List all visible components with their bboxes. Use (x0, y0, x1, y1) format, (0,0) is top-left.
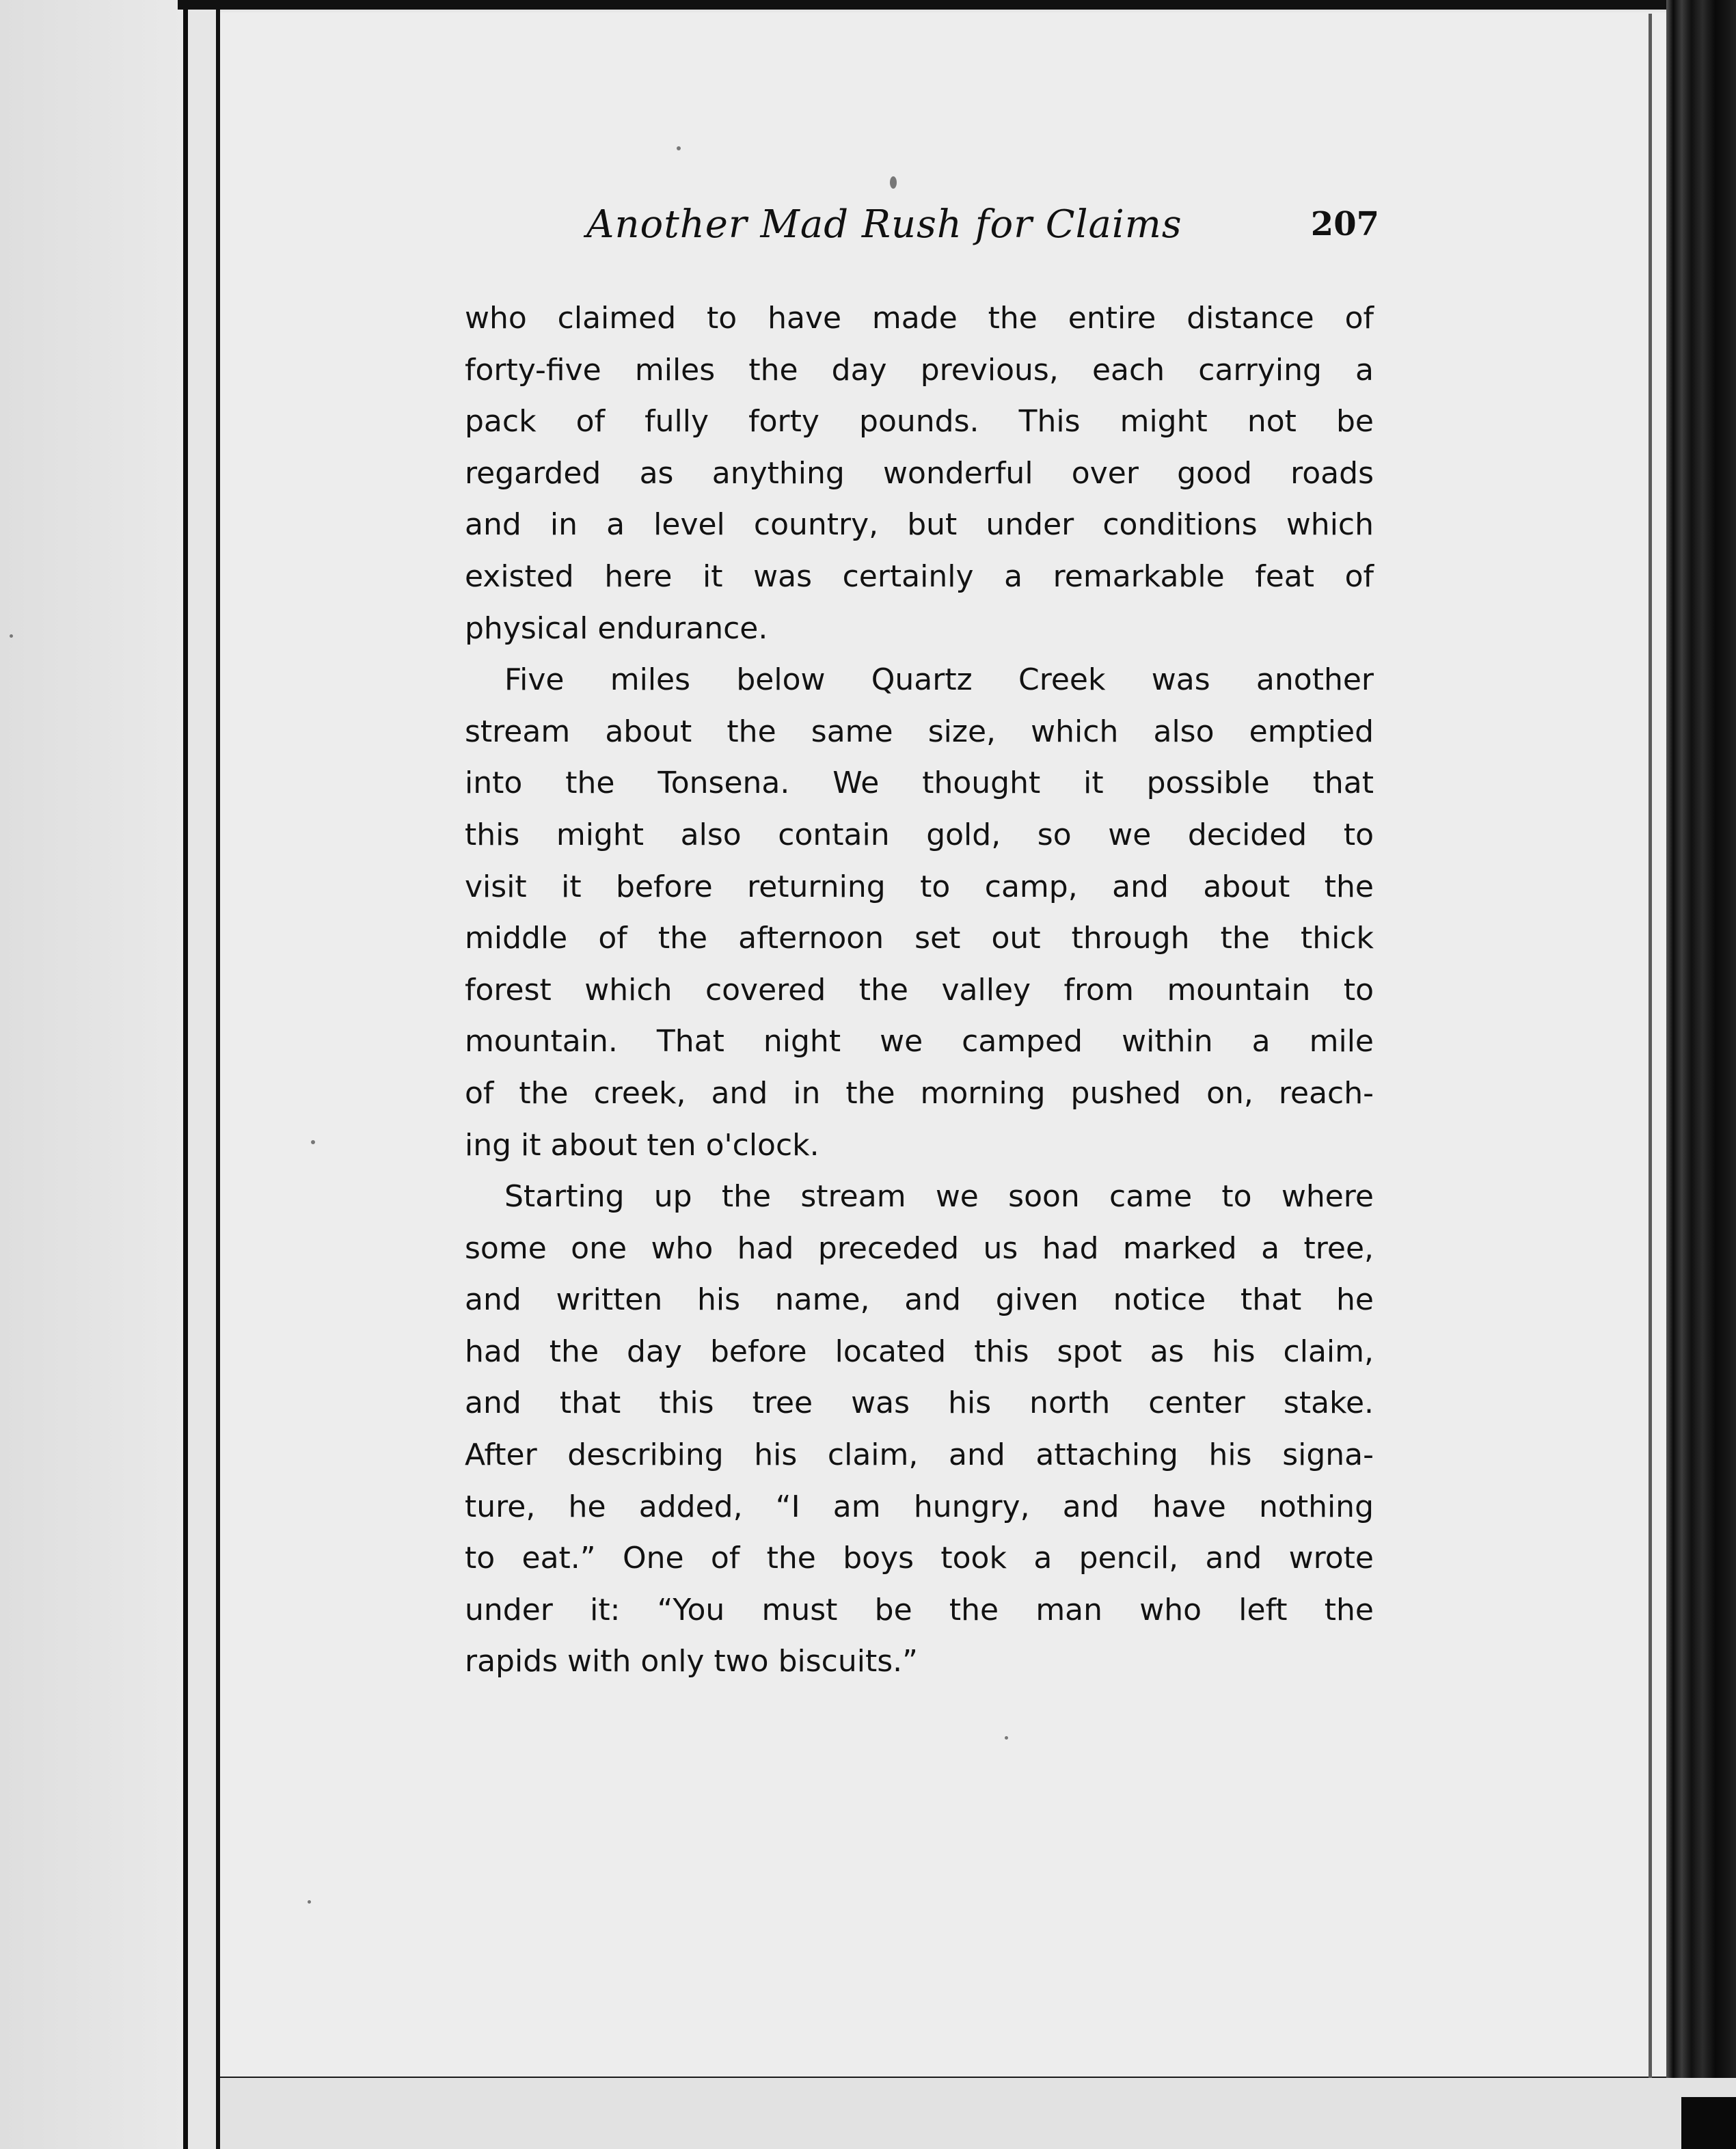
text-line: forty-five miles the day previous, each carrying a (465, 352, 1374, 388)
page-edge-right-line (1649, 14, 1652, 2078)
text-line: into the Tonsena. We thought it possible that (465, 766, 1374, 801)
text-line: this might also contain gold, so we decided to (465, 817, 1374, 852)
text-line: and written his name, and given notice that he (465, 1282, 1374, 1318)
text-line: ing it about ten o'clock. (465, 1127, 819, 1163)
text-line: ture, he added, “I am hungry, and have nothing (465, 1489, 1374, 1524)
text-line: middle of the afternoon set out through the thick (465, 921, 1374, 956)
chapter-title: Another Mad Rush for Claims (586, 202, 1182, 247)
text-line: of the creek, and in the morning pushed on, reach- (465, 1075, 1374, 1111)
text-line: some one who had preceded us had marked a tree, (465, 1230, 1374, 1266)
top-edge-shadow (178, 0, 1681, 10)
text-line: to eat.” One of the boys took a pencil, and wrote (465, 1541, 1374, 1576)
text-line: mountain. That night we camped within a mile (465, 1024, 1374, 1059)
left-page-margin (0, 0, 183, 2149)
text-line: forest which covered the valley from mountain to (465, 972, 1374, 1008)
paragraph-first-line: Starting up the stream we soon came to where (504, 1179, 1374, 1215)
text-line: had the day before located this spot as his claim, (465, 1334, 1374, 1369)
bottom-margin (220, 2078, 1736, 2149)
bottom-corner-shadow (1681, 2097, 1736, 2149)
page-stack-edge (1666, 0, 1736, 2149)
text-line: visit it before returning to camp, and about the (465, 869, 1374, 904)
text-line: who claimed to have made the entire distance of (465, 301, 1374, 336)
text-line: After describing his claim, and attaching his signa- (465, 1437, 1374, 1473)
page-number: 207 (1310, 205, 1379, 243)
text-line: under it: “You must be the man who left the (465, 1592, 1374, 1627)
text-line: and that this tree was his north center stake. (465, 1386, 1374, 1421)
gutter-shadow-line (183, 0, 188, 2149)
running-head (586, 202, 1379, 257)
text-line: regarded as anything wonderful over good roads (465, 455, 1374, 491)
text-line: existed here it was certainly a remarkable feat of (465, 558, 1374, 594)
text-line: stream about the same size, which also emptied (465, 714, 1374, 749)
body-text (465, 293, 1374, 1688)
paragraph-first-line: Five miles below Quartz Creek was another (504, 662, 1374, 698)
text-line: physical endurance. (465, 610, 768, 646)
text-line: pack of fully forty pounds. This might not be (465, 404, 1374, 440)
text-line: and in a level country, but under conditions which (465, 507, 1374, 543)
text-line: rapids with only two biscuits.” (465, 1644, 918, 1679)
